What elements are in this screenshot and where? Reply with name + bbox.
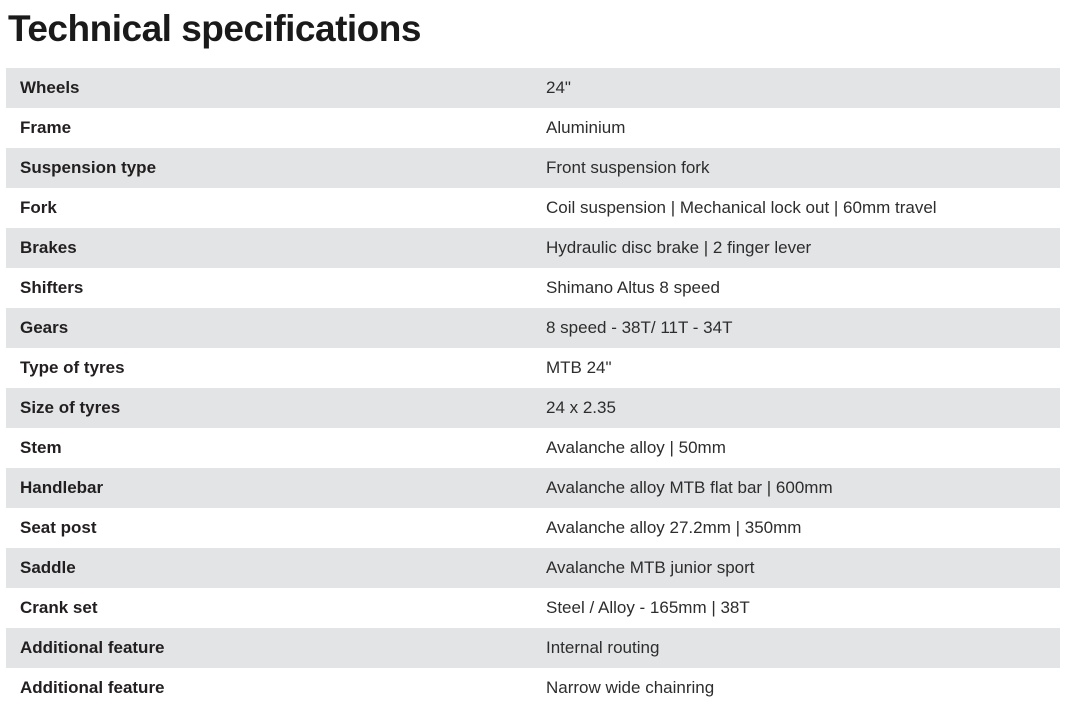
spec-value: Avalanche alloy 27.2mm | 350mm [546, 518, 802, 538]
spec-value: Avalanche MTB junior sport [546, 558, 755, 578]
spec-label: Handlebar [20, 478, 104, 498]
spec-label: Fork [20, 198, 57, 218]
table-row [6, 268, 1060, 308]
spec-label: Crank set [20, 598, 98, 618]
spec-value: Hydraulic disc brake | 2 finger lever [546, 238, 812, 258]
technical-specifications-table [6, 68, 1060, 708]
spec-label: Suspension type [20, 158, 157, 178]
spec-label: Additional feature [20, 638, 165, 658]
table-body [6, 68, 1060, 708]
spec-label: Seat post [20, 518, 97, 538]
spec-label: Stem [20, 438, 62, 458]
spec-value: Aluminium [546, 118, 626, 138]
spec-value: Coil suspension | Mechanical lock out | 60mm travel [546, 198, 937, 218]
table-row [6, 148, 1060, 188]
spec-value: Internal routing [546, 638, 660, 658]
spec-label: Frame [20, 118, 72, 138]
specifications-page [0, 6, 1066, 708]
table-row [6, 108, 1060, 148]
table-row [6, 588, 1060, 628]
table-row [6, 468, 1060, 508]
table-row [6, 668, 1060, 708]
spec-value: MTB 24" [546, 358, 612, 378]
spec-value: 24 x 2.35 [546, 398, 616, 418]
spec-value: Avalanche alloy MTB flat bar | 600mm [546, 478, 833, 498]
spec-label: Additional feature [20, 678, 165, 698]
spec-label: Shifters [20, 278, 84, 298]
spec-value: Shimano Altus 8 speed [546, 278, 720, 298]
table-row [6, 628, 1060, 668]
page-title: Technical specifications [8, 8, 421, 49]
table-row [6, 428, 1060, 468]
spec-label: Brakes [20, 238, 77, 258]
table-row [6, 348, 1060, 388]
spec-label: Wheels [20, 78, 80, 98]
table-row [6, 508, 1060, 548]
table-row [6, 548, 1060, 588]
spec-value: Narrow wide chainring [546, 678, 715, 698]
spec-label: Gears [20, 318, 69, 338]
table-row [6, 388, 1060, 428]
spec-value: 8 speed - 38T/ 11T - 34T [546, 318, 733, 338]
table-row [6, 68, 1060, 108]
spec-label: Saddle [20, 558, 76, 578]
spec-value: Front suspension fork [546, 158, 710, 178]
spec-value: Steel / Alloy - 165mm | 38T [546, 598, 750, 618]
spec-value: 24" [546, 78, 571, 98]
table-row [6, 188, 1060, 228]
table-row [6, 228, 1060, 268]
spec-label: Size of tyres [20, 398, 121, 418]
spec-label: Type of tyres [20, 358, 125, 378]
table-row [6, 308, 1060, 348]
spec-value: Avalanche alloy | 50mm [546, 438, 726, 458]
